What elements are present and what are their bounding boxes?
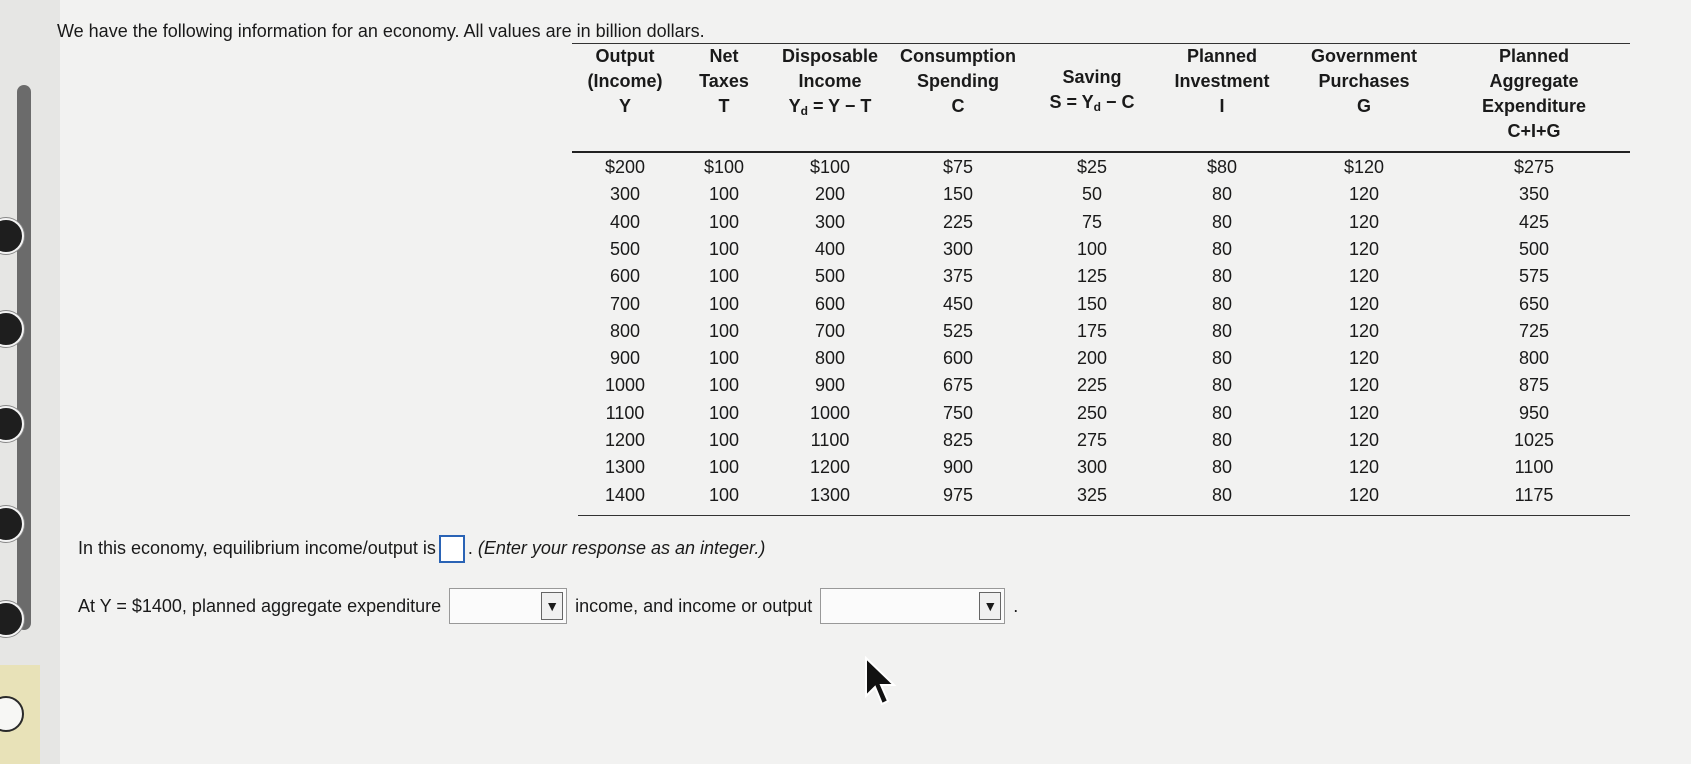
table-cell: 80 [1211,484,1233,505]
table-cell: 100 [708,402,740,423]
table-cell: 100 [708,184,740,205]
table-cell: 100 [708,293,740,314]
table-cell: 525 [942,320,974,341]
table-cell: 300 [609,184,641,205]
table-cell: 1100 [605,402,645,423]
column-header-line: C [951,96,965,116]
table-cell: 120 [1348,375,1380,396]
table-cell: 400 [814,238,846,259]
table-cell: 1100 [810,430,850,450]
table-cell: 225 [1076,375,1108,396]
table-cell: 100 [1076,238,1108,259]
table-cell: 350 [1518,184,1550,205]
question-planned-expenditure [78,588,1018,624]
header-divider [572,151,1630,153]
output-change-dropdown[interactable] [820,588,1005,624]
table-cell: $75 [942,157,974,177]
table-cell: $100 [809,157,851,177]
column-header-line: G [1356,96,1371,116]
table-cell: 120 [1348,320,1380,341]
table-cell: 700 [814,320,846,341]
formula-subscript: d [1093,100,1102,114]
formula-rest: − C [1101,92,1135,112]
table-cell: $100 [703,157,745,177]
table-cell: 100 [708,211,740,232]
equilibrium-answer-input[interactable] [439,535,465,563]
table-cell: 900 [814,375,846,396]
table-cell: 500 [1518,238,1550,259]
question-equilibrium-period: . [467,537,473,558]
table-cell: 875 [1518,375,1550,396]
table-cell: 125 [1076,266,1108,287]
table-cell: 500 [814,266,846,287]
table-cell: 80 [1211,375,1233,396]
table-cell: 800 [1518,348,1550,369]
column-header-line: Expenditure [1481,96,1587,116]
column-header-line: I [1219,96,1225,116]
column-header-line: Investment [1174,71,1270,91]
table-cell: 600 [814,293,846,314]
table-cell: 675 [942,375,974,396]
table-cell: 1100 [1514,457,1554,478]
column-header [782,44,878,124]
table-cell: 250 [1076,402,1108,423]
column-header-formula [782,94,878,124]
table-cell: 600 [942,348,974,369]
table-cell: 575 [1518,266,1550,287]
table-cell: 600 [609,266,641,287]
column-header-line: Consumption [900,46,1016,66]
table-cell: 120 [1348,402,1380,423]
chevron-down-icon[interactable]: ▼ [979,592,1001,620]
table-cell: 120 [1348,484,1380,505]
table-cell: 100 [708,484,740,505]
formula-main: S = Y [1049,92,1094,112]
question-expenditure-period: . [1013,595,1019,616]
table-cell: 150 [1076,293,1108,314]
column-header [1049,65,1134,120]
column-header-line: (Income) [587,71,663,91]
table-cell: $275 [1513,157,1555,177]
question-equilibrium-text: In this economy, equilibrium income/output is [78,537,436,558]
table-cell: 275 [1076,430,1108,450]
column-header-line: C+I+G [1507,121,1561,141]
table-cell: 80 [1211,293,1233,314]
table-cell: 100 [708,320,740,341]
column-header-line: Planned [1498,46,1569,66]
table-cell: 950 [1518,402,1550,423]
column-header [900,44,1016,119]
table-cell: 975 [942,484,974,505]
table-cell: 900 [942,457,974,478]
table-cell: 100 [708,266,740,287]
table-cell: 750 [942,402,974,423]
table-cell: 1025 [1513,430,1555,450]
column-header-line: Income [798,71,862,91]
column-header-line: Output [595,46,655,66]
question-expenditure-text: At Y = $1400, planned aggregate expenditure [78,595,442,616]
column-header-line: Government [1310,46,1418,66]
column-header-line: Disposable [781,46,879,66]
table-cell: 100 [708,430,740,450]
column-header [1482,44,1586,144]
table-cell: 1000 [809,402,851,423]
table-cell: 300 [814,211,846,232]
table-cell: $80 [1206,157,1238,177]
table-cell: 1400 [604,484,646,505]
table-cell: 1300 [809,484,851,505]
table-cell: 120 [1348,184,1380,205]
table-cell: 120 [1348,348,1380,369]
table-cell: 100 [708,348,740,369]
table-cell: 80 [1211,457,1233,478]
table-cell: 325 [1076,484,1108,505]
table-cell: 1000 [604,375,646,396]
column-header [587,44,662,119]
table-cell: 300 [942,238,974,259]
table-cell: 100 [708,457,740,478]
column-header-line: Spending [916,71,999,91]
table-cell: 700 [609,293,641,314]
table-cell: 900 [609,348,641,369]
table-cell: 800 [814,348,846,369]
table-cell: 80 [1211,402,1233,423]
table-cell: 225 [942,211,974,232]
table-cell: 120 [1348,457,1380,478]
column-header [699,44,749,119]
column-header-line: T [718,96,730,116]
table-cell: 1175 [1514,484,1554,505]
question-equilibrium [78,535,765,563]
column-header-formula [1049,90,1134,120]
table-cell: 425 [1518,211,1550,232]
scrollbar-thumb[interactable] [17,85,31,630]
table-cell: 100 [708,375,740,396]
table-cell: 80 [1211,184,1233,205]
table-cell: 175 [1076,320,1108,341]
table-cell: 200 [1076,348,1108,369]
table-cell: 120 [1348,266,1380,287]
table-cell: 100 [708,238,740,259]
table-cell: 825 [942,430,974,450]
table-cell: 80 [1211,211,1233,232]
table-cell: 800 [609,320,641,341]
chevron-down-icon[interactable]: ▼ [541,592,563,620]
column-header-line: Taxes [699,71,749,91]
table-cell: 400 [609,211,641,232]
table-cell: 1300 [604,457,646,478]
table-cell: 375 [942,266,974,287]
column-header [1311,44,1417,119]
integer-instruction: (Enter your response as an integer.) [477,537,766,558]
table-cell: 500 [609,238,641,259]
table-cell: 200 [814,184,846,205]
table-cell: 75 [1081,211,1103,232]
column-header-line: Y [618,96,632,116]
table-cell: $120 [1343,157,1385,177]
column-header-line: Net [709,46,739,66]
intro-text: We have the following information for an economy. All values are in billion dollars. [57,21,705,41]
table-cell: $200 [604,157,646,177]
table-cell: 300 [1076,457,1108,478]
column-header-line: Aggregate [1489,71,1579,91]
table-cell: 80 [1211,266,1233,287]
column-header [1174,44,1269,119]
table-cell: 450 [942,293,974,314]
table-cell: 50 [1081,184,1103,205]
expenditure-comparison-dropdown[interactable] [449,588,567,624]
table-cell: 80 [1211,348,1233,369]
column-header-line: Purchases [1318,71,1410,91]
table-cell: 120 [1348,238,1380,259]
column-header-line: Planned [1186,46,1257,66]
table-cell: 120 [1348,293,1380,314]
table-cell: 1200 [809,457,851,478]
table-cell: 80 [1211,320,1233,341]
table-cell: 725 [1518,320,1550,341]
formula-subscript: d [800,104,808,118]
table-cell: 120 [1348,430,1380,450]
table-cell: 80 [1211,430,1233,450]
table-cell: 650 [1518,293,1550,314]
table-cell: 150 [942,184,974,205]
table-cell: 80 [1211,238,1233,259]
left-navigation-strip [0,0,61,764]
table-cell: 1200 [604,430,646,450]
formula-rest: = Y − T [807,96,872,116]
mouse-cursor-icon [864,656,900,708]
table-cell: $25 [1076,157,1108,177]
question-income-text: income, and income or output [575,595,813,616]
table-bottom-rule [578,515,1630,516]
column-header-line: Saving [1062,67,1122,87]
formula-main: Y [788,96,801,116]
table-cell: 120 [1348,211,1380,232]
